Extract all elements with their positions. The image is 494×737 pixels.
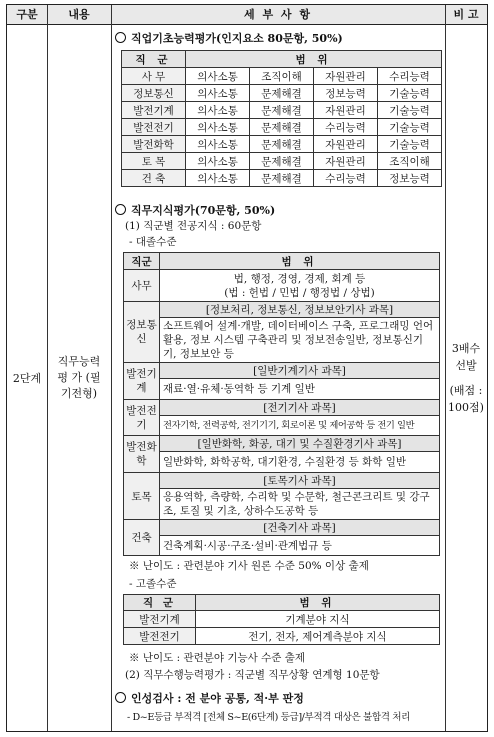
ability-cell: 수리능력: [314, 119, 378, 136]
ability-cell: 문제해결: [250, 85, 314, 102]
field-subject: [일반기계기사 과목]: [160, 363, 440, 379]
ability-cell: 수리능력: [314, 170, 378, 187]
ability-cell: 의사소통: [186, 136, 250, 153]
table-row: [124, 628, 440, 645]
ability-cell: 기술능력: [378, 85, 442, 102]
table-header-cell: 직군: [124, 253, 160, 270]
stage-label: 2단계: [12, 371, 42, 385]
selection-table: [6, 4, 488, 732]
field-scope: 소프트웨어 설계·개발, 데이터베이스 구축, 프로그래밍 언어 활용, 정보 시스템 구축관리 및 정보전송일반, 정보통신기기, 정보보안 등: [160, 318, 440, 363]
field-scope: 응용역학, 측량학, 수리학 및 수문학, 철근콘크리트 및 강구조, 토질 및 기초, 상하수도공학 등: [160, 489, 440, 520]
job-knowledge-title: 직무지식평가(70문항, 50%): [115, 202, 275, 218]
field-subject: [토목기사 과목]: [160, 473, 440, 489]
header-naeyong: 내용: [68, 8, 90, 21]
field-name: 정보통신: [124, 302, 160, 363]
ability-cell: 의사소통: [186, 170, 250, 187]
ability-cell: 의사소통: [186, 85, 250, 102]
sub-item: (2) 직무수행능력평가 : 직군별 직무상황 연계형 10문항: [125, 669, 380, 681]
level-label: - 대졸수준: [129, 236, 177, 248]
table-header-cell: 범 위: [196, 595, 440, 611]
field-name: 건 축: [122, 170, 186, 187]
ability-cell: 정보능력: [314, 85, 378, 102]
level-label: - 고졸수준: [129, 578, 177, 590]
field-name: 발전전기: [124, 400, 160, 436]
table-header-cell: 직 군: [124, 595, 196, 611]
table-row: [124, 611, 440, 628]
field-scope: 건축계획·시공·구조·설비·관계법규 등: [160, 536, 440, 556]
field-name: 건축: [124, 520, 160, 556]
remark: 3배수 선발 (배점 : 100점): [448, 341, 484, 414]
ability-cell: 문제해결: [250, 153, 314, 170]
header-gubun: 구분: [16, 8, 38, 21]
field-scope: 법, 행정, 경영, 경제, 회계 등 (법 : 헌법 / 민법 / 행정법 / 상법): [160, 270, 440, 302]
difficulty-note: ※ 난이도 : 관련분야 기사 원론 수준 50% 이상 출제: [129, 560, 369, 572]
ability-cell: 기술능력: [378, 136, 442, 153]
ability-cell: 의사소통: [186, 119, 250, 136]
field-name: 발전기계: [122, 102, 186, 119]
detail-cell: [111, 24, 445, 731]
sub-item: (1) 직군별 전공지식 : 60문항: [125, 220, 262, 232]
field-name: 토목: [124, 473, 160, 520]
ability-cell: 의사소통: [186, 102, 250, 119]
field-scope: 전자기학, 전력공학, 전기기기, 회로이론 및 제어공학 등 전기 일반: [160, 416, 440, 436]
field-scope: 일반화학, 화학공학, 대기환경, 수질환경 등 화학 일반: [160, 452, 440, 473]
field-scope: 전기, 전자, 제어계측분야 지식: [196, 628, 440, 645]
highschool-table: [123, 594, 440, 645]
field-subject: [일반화학, 화공, 대기 및 수질환경기사 과목]: [160, 436, 440, 452]
ability-cell: 자원관리: [314, 68, 378, 85]
field-subject: [전기기사 과목]: [160, 400, 440, 416]
field-subject: [정보처리, 정보통신, 정보보안기사 과목]: [160, 302, 440, 318]
ability-cell: 의사소통: [186, 153, 250, 170]
field-name: 발전전기: [122, 119, 186, 136]
table-header-cell: 범 위: [160, 253, 440, 270]
circle-bullet-icon: [115, 204, 126, 215]
difficulty-note: ※ 난이도 : 관련분야 기능사 수준 출제: [129, 652, 306, 664]
ability-cell: 자원관리: [314, 153, 378, 170]
field-scope: 기계분야 지식: [196, 611, 440, 628]
content-label: 직무능력 평 가 (필기전형): [57, 354, 101, 400]
field-name: 사 무: [122, 68, 186, 85]
personality-title: 인성검사 : 전 분야 공통, 적·부 판정: [115, 690, 304, 706]
table-row: [122, 119, 442, 136]
ability-cell: 자원관리: [314, 102, 378, 119]
field-name: 발전화학: [124, 436, 160, 473]
circle-bullet-icon: [115, 692, 126, 703]
ability-cell: 조직이해: [378, 153, 442, 170]
table-row: [122, 102, 442, 119]
header-bigo: 비 고: [453, 8, 479, 21]
header-detail: 세 부 사 항: [244, 8, 312, 21]
table-header-cell: 범 위: [186, 51, 442, 68]
field-name: 사무: [124, 270, 160, 302]
major-knowledge-table: [123, 252, 440, 556]
ability-cell: 문제해결: [250, 119, 314, 136]
table-row: [122, 170, 442, 187]
ability-cell: 문제해결: [250, 170, 314, 187]
field-name: 토 목: [122, 153, 186, 170]
ability-cell: 수리능력: [378, 68, 442, 85]
personality-note: - D~E등급 부적격 [전체 S~E(6단계) 등급]/부적격 대상은 불합격 처리: [127, 712, 410, 723]
field-name: 정보통신: [122, 85, 186, 102]
table-row: [122, 85, 442, 102]
table-row: [122, 68, 442, 85]
field-scope: 재료·열·유체·동역학 등 기계 일반: [160, 379, 440, 400]
field-subject: [건축기사 과목]: [160, 520, 440, 536]
basic-ability-table: [121, 50, 442, 187]
ability-cell: 조직이해: [250, 68, 314, 85]
table-row: [122, 153, 442, 170]
basic-ability-title: 직업기초능력평가(인지요소 80문항, 50%): [115, 30, 343, 46]
ability-cell: 기술능력: [378, 102, 442, 119]
field-name: 발전기계: [124, 363, 160, 400]
ability-cell: 문제해결: [250, 102, 314, 119]
ability-cell: 자원관리: [314, 136, 378, 153]
ability-cell: 의사소통: [186, 68, 250, 85]
table-header: [7, 5, 487, 25]
ability-cell: 문제해결: [250, 136, 314, 153]
field-name: 발전기계: [124, 611, 196, 628]
circle-bullet-icon: [115, 32, 126, 43]
field-name: 발전화학: [122, 136, 186, 153]
ability-cell: 정보능력: [378, 170, 442, 187]
table-header-cell: 직 군: [122, 51, 186, 68]
field-name: 발전전기: [124, 628, 196, 645]
table-row: [122, 136, 442, 153]
ability-cell: 기술능력: [378, 119, 442, 136]
